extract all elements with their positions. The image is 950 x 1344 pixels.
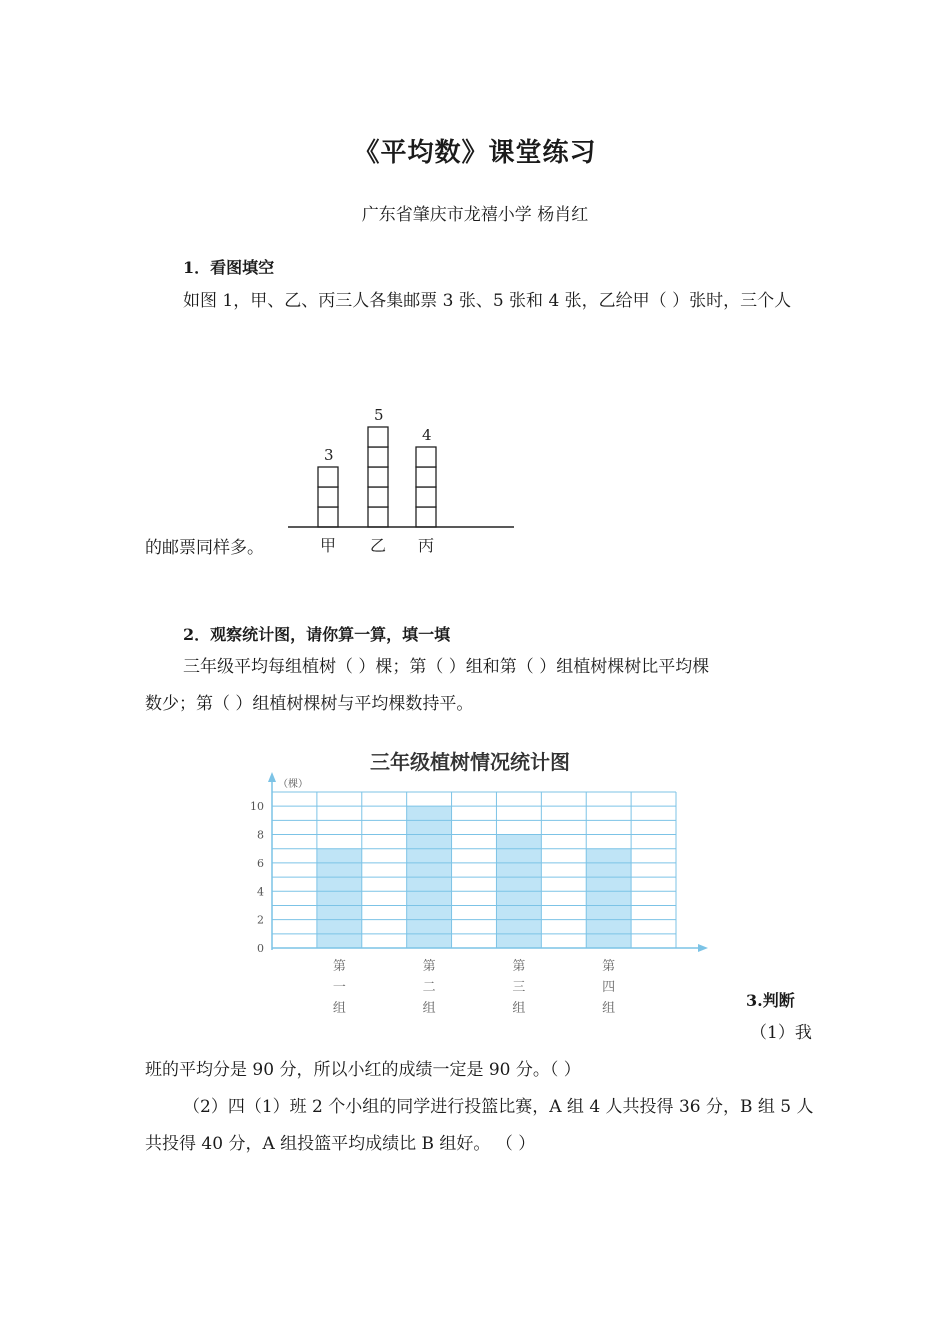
page-title: 《平均数》课堂练习 bbox=[353, 138, 597, 168]
chart-ytick-label: 4 bbox=[257, 885, 264, 899]
chart-ylabel: （棵） bbox=[278, 779, 308, 790]
chart-bar bbox=[586, 849, 631, 948]
stamp-square bbox=[368, 447, 388, 467]
q3-item2-line1: （2）四（1）班 2 个小组的同学进行投篮比赛，A 组 4 人共投得 36 分，B 组 5 人 bbox=[183, 1097, 814, 1117]
q3-item1-start: （1）我 bbox=[750, 1023, 812, 1043]
stamp-person-label: 丙 bbox=[417, 536, 435, 555]
stamp-square bbox=[368, 487, 388, 507]
stamp-count-label: 4 bbox=[422, 426, 432, 444]
stamp-square bbox=[318, 507, 338, 527]
q3-heading: 3.判断 bbox=[746, 991, 795, 1010]
stamp-square bbox=[416, 467, 436, 487]
chart-ytick-label: 0 bbox=[257, 942, 264, 955]
chart-category-label: 第二组 bbox=[422, 959, 436, 1015]
stamp-stacks bbox=[318, 406, 436, 555]
chart-ytick-label: 2 bbox=[257, 913, 264, 927]
stamp-square bbox=[318, 467, 338, 487]
stamp-square bbox=[416, 507, 436, 527]
q2-heading: 2．观察统计图，请你算一算，填一填 bbox=[183, 625, 451, 644]
chart-ytick-label: 6 bbox=[257, 856, 264, 870]
stamp-count-label: 3 bbox=[324, 446, 334, 464]
q1-heading: 1．看图填空 bbox=[183, 258, 275, 277]
chart-ytick-label: 8 bbox=[257, 828, 264, 842]
stamp-person-label: 乙 bbox=[369, 536, 387, 555]
chart-category-label: 第三组 bbox=[512, 959, 526, 1015]
stamp-square bbox=[318, 487, 338, 507]
stamp-square bbox=[416, 487, 436, 507]
q2-text-line2: 数少；第（ ）组植树棵树与平均棵数持平。 bbox=[145, 694, 474, 714]
q3-item1-rest: 班的平均分是 90 分，所以小红的成绩一定是 90 分。（ ） bbox=[145, 1060, 581, 1080]
stamp-figure bbox=[280, 395, 520, 565]
tree-chart bbox=[240, 740, 720, 1019]
q3-item2-line2: 共投得 40 分，A 组投篮平均成绩比 B 组好。 （ ） bbox=[145, 1134, 536, 1154]
chart-bar bbox=[317, 849, 362, 948]
chart-category-label: 第四组 bbox=[602, 959, 616, 1015]
stamp-person-label: 甲 bbox=[319, 536, 337, 555]
chart-category-label: 第一组 bbox=[332, 959, 346, 1015]
q1-text-line1: 如图 1，甲、乙、丙三人各集邮票 3 张、5 张和 4 张，乙给甲（ ）张时，三个人 bbox=[183, 291, 792, 311]
chart-ytick-label: 10 bbox=[250, 800, 264, 814]
stamp-square bbox=[416, 447, 436, 467]
author-line: 广东省肇庆市龙禧小学 杨肖红 bbox=[361, 205, 589, 225]
chart-title: 三年级植树情况统计图 bbox=[370, 750, 570, 774]
stamp-square bbox=[368, 427, 388, 447]
stamp-count-label: 5 bbox=[374, 406, 384, 424]
stamp-square bbox=[368, 467, 388, 487]
chart-x-arrow bbox=[698, 944, 708, 952]
q2-text-line1: 三年级平均每组植树（ ）棵；第（ ）组和第（ ）组植树棵树比平均棵 bbox=[183, 657, 710, 677]
stamp-square bbox=[368, 507, 388, 527]
tree-chart-svg bbox=[240, 740, 720, 1015]
chart-y-arrow bbox=[268, 772, 276, 782]
q1-text-line2: 的邮票同样多。 bbox=[145, 538, 264, 558]
